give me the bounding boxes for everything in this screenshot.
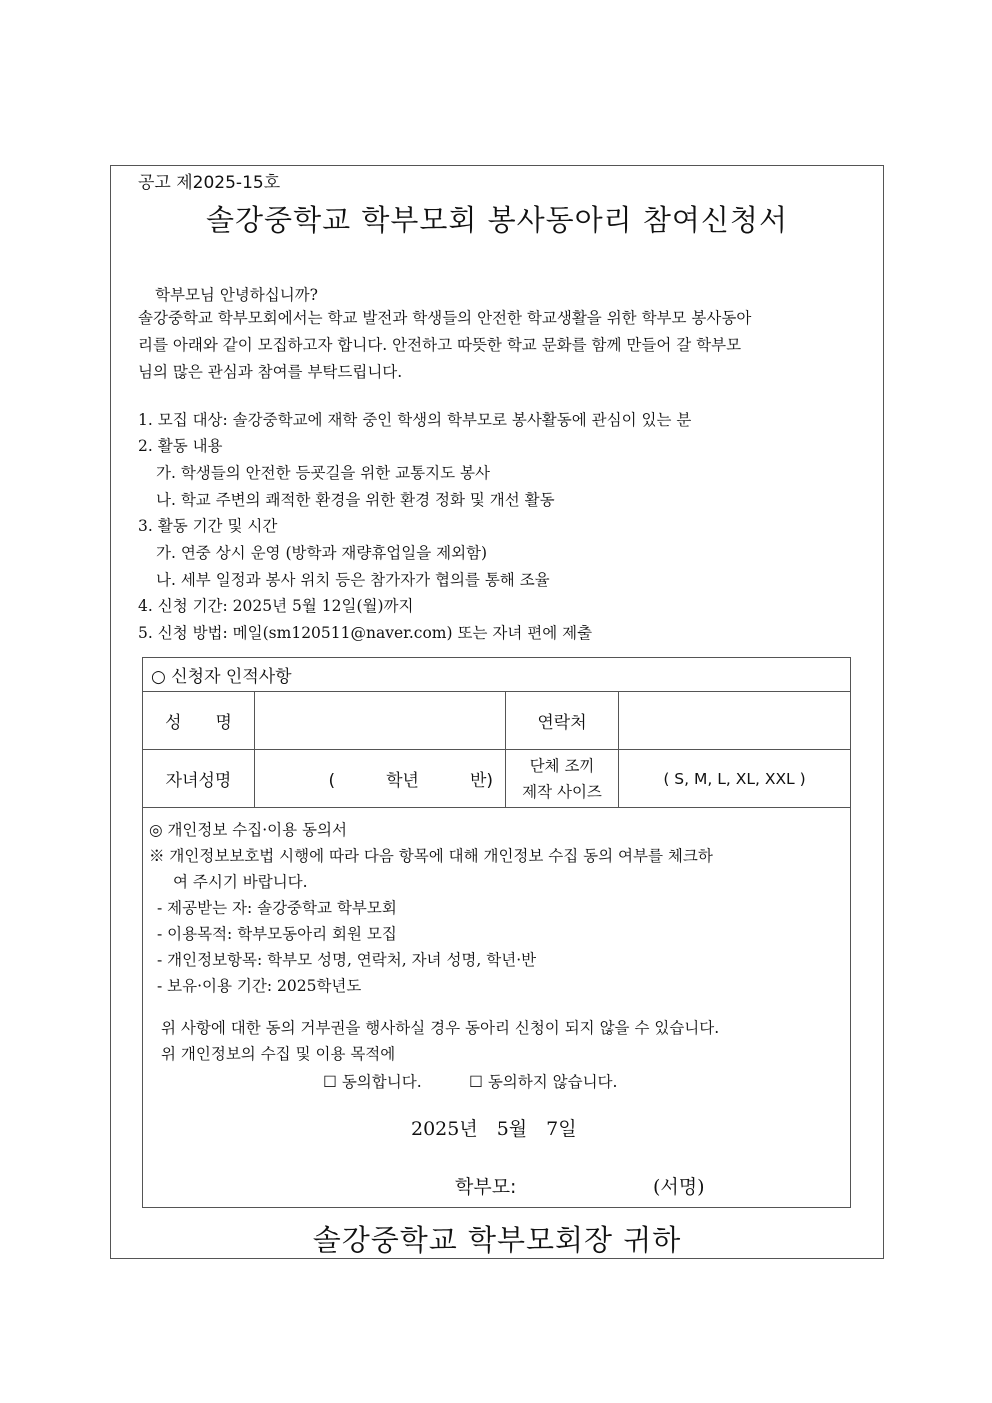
item-activity-a: 가. 학생들의 안전한 등굣길을 위한 교통지도 봉사 xyxy=(156,464,490,482)
application-form xyxy=(142,657,851,1208)
parent-label: 학부모: xyxy=(455,1176,517,1198)
child-grade-class-field[interactable]: ( 학년 반) xyxy=(255,750,506,807)
item-activities: 2. 활동 내용 xyxy=(138,437,223,455)
intro-line: 리를 아래와 같이 모집하고자 합니다. 안전하고 따뜻한 학교 문화를 함께 만들어 갈 학부모 xyxy=(138,336,742,354)
item-period-a: 가. 연중 상시 운영 (방학과 재량휴업일을 제외함) xyxy=(156,544,488,562)
application-date: 2025년 5월 7일 xyxy=(411,1118,577,1140)
greeting: 학부모님 안녕하십니까? xyxy=(155,286,318,304)
addressee: 솔강중학교 학부모회장 귀하 xyxy=(312,1223,682,1257)
form-row-child xyxy=(143,750,850,808)
notice-number: 공고 제2025-15호 xyxy=(138,173,281,193)
consent-refusal: 위 사항에 대한 동의 거부권을 행사하실 경우 동아리 신청이 되지 않을 수 있습니다. xyxy=(161,1019,720,1037)
agree-checkbox[interactable]: ☐ 동의합니다. xyxy=(323,1073,422,1091)
consent-question: 위 개인정보의 수집 및 이용 목적에 xyxy=(161,1045,396,1063)
child-name-label: 자녀성명 xyxy=(143,750,255,807)
consent-recipient: - 제공받는 자: 솔강중학교 학부모회 xyxy=(157,899,397,917)
item-period: 3. 활동 기간 및 시간 xyxy=(138,517,278,535)
item-deadline: 4. 신청 기간: 2025년 5월 12일(월)까지 xyxy=(138,597,414,615)
vest-size-field[interactable]: ( S, M, L, XL, XXL ) xyxy=(663,769,806,788)
item-method: 5. 신청 방법: 메일(sm120511@naver.com) 또는 자녀 편에 제출 xyxy=(138,624,593,642)
intro-line: 님의 많은 관심과 참여를 부탁드립니다. xyxy=(138,363,403,381)
form-row-name xyxy=(143,692,850,750)
consent-title: ◎ 개인정보 수집·이용 동의서 xyxy=(149,821,347,839)
consent-note: ※ 개인정보보호법 시행에 따라 다음 항목에 대해 개인정보 수집 동의 여부를 체크하 xyxy=(149,847,713,865)
name-field[interactable] xyxy=(255,692,506,749)
name-label: 성 명 xyxy=(143,692,255,749)
vest-size-label-line1: 단체 조끼 xyxy=(529,756,595,775)
consent-fields: - 개인정보항목: 학부모 성명, 연락처, 자녀 성명, 학년·반 xyxy=(157,951,537,969)
item-target: 1. 모집 대상: 솔강중학교에 재학 중인 학생의 학부모로 봉사활동에 관심이 있는 분 xyxy=(138,411,692,429)
signature-field[interactable]: (서명) xyxy=(653,1176,705,1198)
item-period-b: 나. 세부 일정과 봉사 위치 등은 참가자가 협의를 통해 조율 xyxy=(156,571,550,589)
contact-field[interactable] xyxy=(619,692,850,749)
form-section-title: ○ 신청자 인적사항 xyxy=(143,658,850,692)
page-title: 솔강중학교 학부모회 봉사동아리 참여신청서 xyxy=(206,203,788,237)
consent-purpose: - 이용목적: 학부모동아리 회원 모집 xyxy=(157,925,397,943)
consent-period: - 보유·이용 기간: 2025학년도 xyxy=(157,977,362,995)
intro-line: 솔강중학교 학부모회에서는 학교 발전과 학생들의 안전한 학교생활을 위한 학부모 봉사동아 xyxy=(138,309,752,327)
consent-note-cont: 여 주시기 바랍니다. xyxy=(173,873,308,891)
vest-size-label-line2: 제작 사이즈 xyxy=(522,782,602,801)
vest-size-label xyxy=(506,750,619,807)
contact-label: 연락처 xyxy=(506,692,619,749)
item-activity-b: 나. 학교 주변의 쾌적한 환경을 위한 환경 정화 및 개선 활동 xyxy=(156,491,555,509)
disagree-checkbox[interactable]: ☐ 동의하지 않습니다. xyxy=(469,1073,618,1091)
